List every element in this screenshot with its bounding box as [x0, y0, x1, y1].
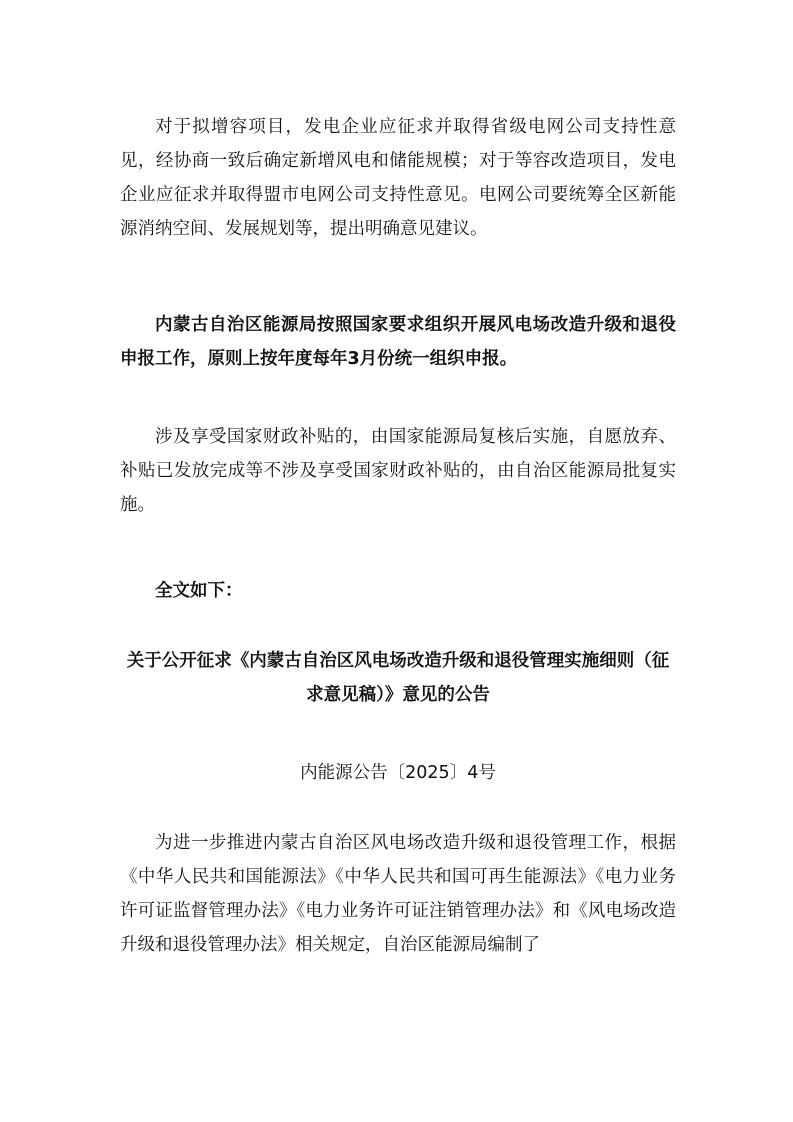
- fulltext-label: 全文如下：: [155, 581, 243, 601]
- notice-number: 内能源公告〔2025〕4号: [300, 763, 496, 783]
- bold-paragraph: 内蒙古自治区能源局按照国家要求组织开展风电场改造升级和退役申报工作，原则上按年度每年3月份统一组织申报。: [120, 315, 676, 369]
- body-paragraph: 对于拟增容项目，发电企业应征求并取得省级电网公司支持性意见，经协商一致后确定新增风电和储能规模；对于等容改造项目，发电企业应征求并取得盟市电网公司支持性意见。电网公司要统筹全区新能源消纳空间、发展规划等，提出明确意见建议。: [120, 117, 676, 239]
- notice-title: 关于公开征求《内蒙古自治区风电场改造升级和退役管理实施细则（征求意见稿）》意见的公告: [126, 651, 670, 705]
- body-paragraph: 涉及享受国家财政补贴的，由国家能源局复核后实施，自愿放弃、补贴已发放完成等不涉及享受国家财政补贴的，由自治区能源局批复实施。: [120, 427, 676, 515]
- body-paragraph: 为进一步推进内蒙古自治区风电场改造升级和退役管理工作，根据《中华人民共和国能源法》《中华人民共和国可再生能源法》《电力业务许可证监督管理办法》《电力业务许可证注销管理办法》和《风电场改造升级和退役管理办法》相关规定，自治区能源局编制了: [120, 833, 676, 955]
